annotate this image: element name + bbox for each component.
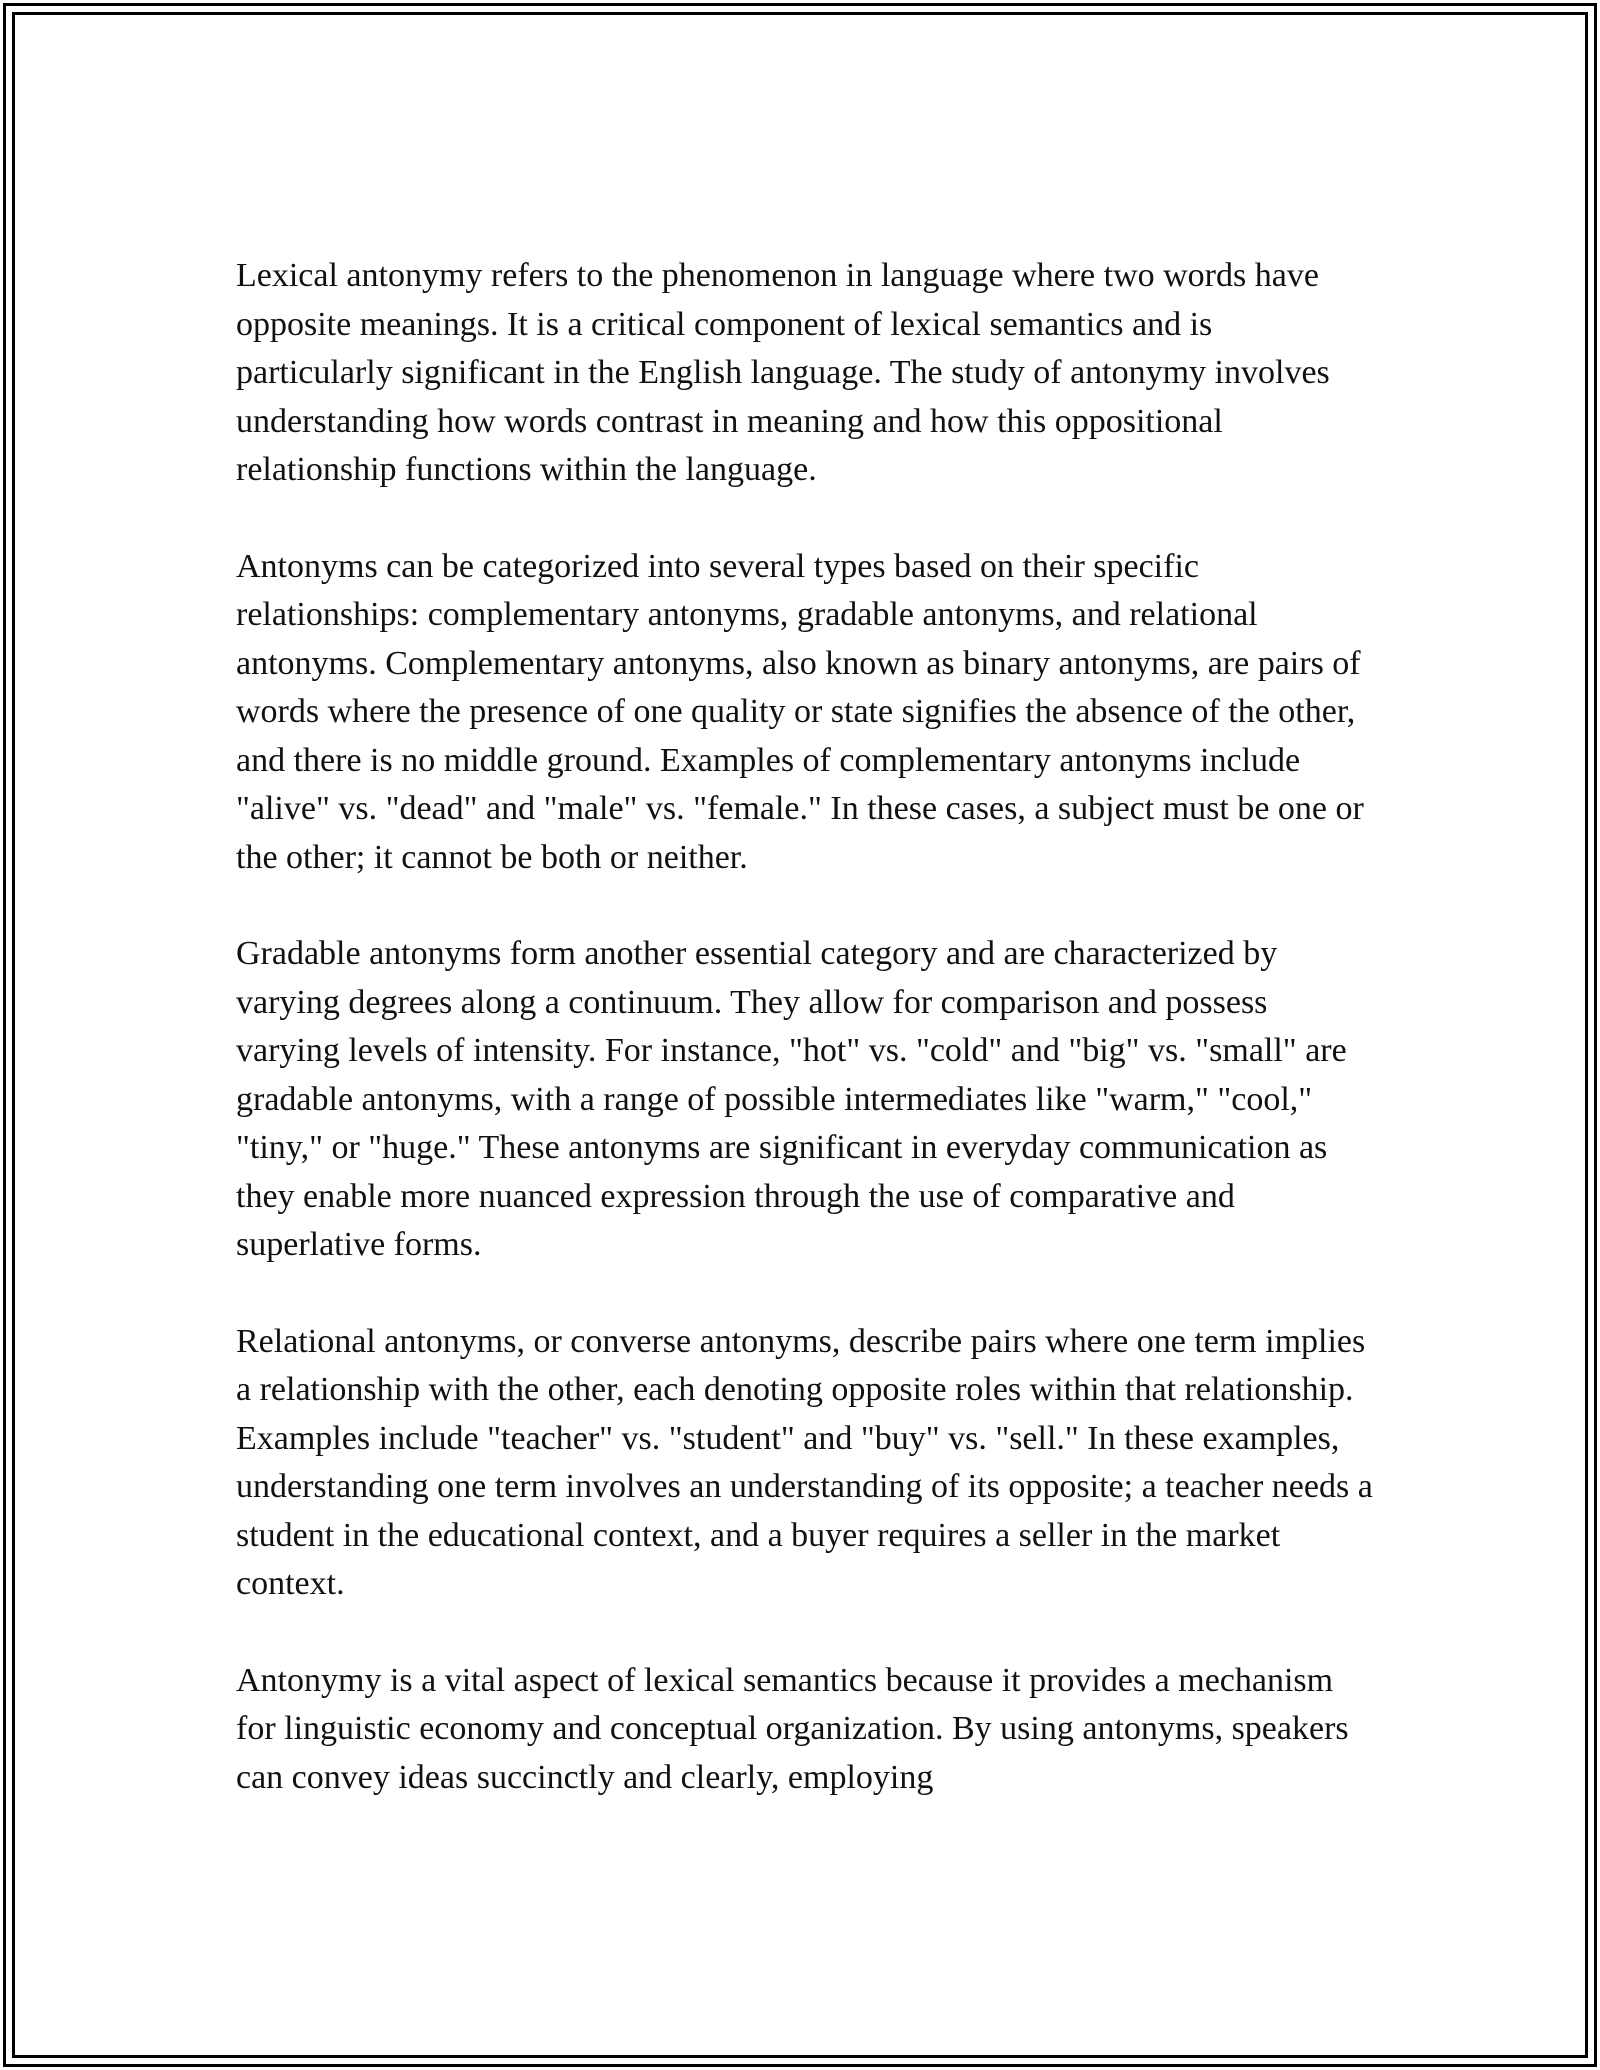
paragraph-complementary-antonyms: Antonyms can be categorized into several types based on their specific relationships: complementary antonyms, gradable antonyms, and relational antonyms. Complementary antonyms, also known as binary antonyms, are pairs of words where the presence of one quality or state signifies the absence of the other, and there is no middle ground. Examples of complementary antonyms include "alive" vs. "dead" and "male" vs. "female." In these cases, a subject must be one or the other; it cannot be both or neither. [236,547,1364,876]
paragraph-gradable-antonyms: Gradable antonyms form another essential category and are characterized by varying degrees along a continuum. They allow for comparison and possess varying levels of intensity. For instance, "hot" vs. "cold" and "big" vs. "small" are gradable antonyms, with a range of possible intermediates like "warm," "cool," "tiny," or "huge." These antonyms are significant in everyday communication as they enable more nuanced expression through the use of comparative and superlative forms. [236,935,1347,1263]
paragraph-intro: Lexical antonymy refers to the phenomenon in language where two words have opposite meanings. It is a critical component of lexical semantics and is particularly significant in the English language. The study of antonymy involves understanding how words contrast in meaning and how this oppositional relationship functions within the language. [236,257,1330,488]
document-body [236,252,1376,1850]
paragraph-relational-antonyms: Relational antonyms, or converse antonyms, describe pairs where one term implies a relationship with the other, each denoting opposite roles within that relationship. Examples include "teacher" vs. "student" and "buy" vs. "sell." In these examples, understanding one term involves an understanding of its opposite; a teacher needs a student in the educational context, and a buyer requires a seller in the market context. [236,1322,1373,1602]
paragraph-importance: Antonymy is a vital aspect of lexical semantics because it provides a mechanism for linguistic economy and conceptual organization. By using antonyms, speakers can convey ideas succinctly and clearly, employing [236,1661,1349,1796]
